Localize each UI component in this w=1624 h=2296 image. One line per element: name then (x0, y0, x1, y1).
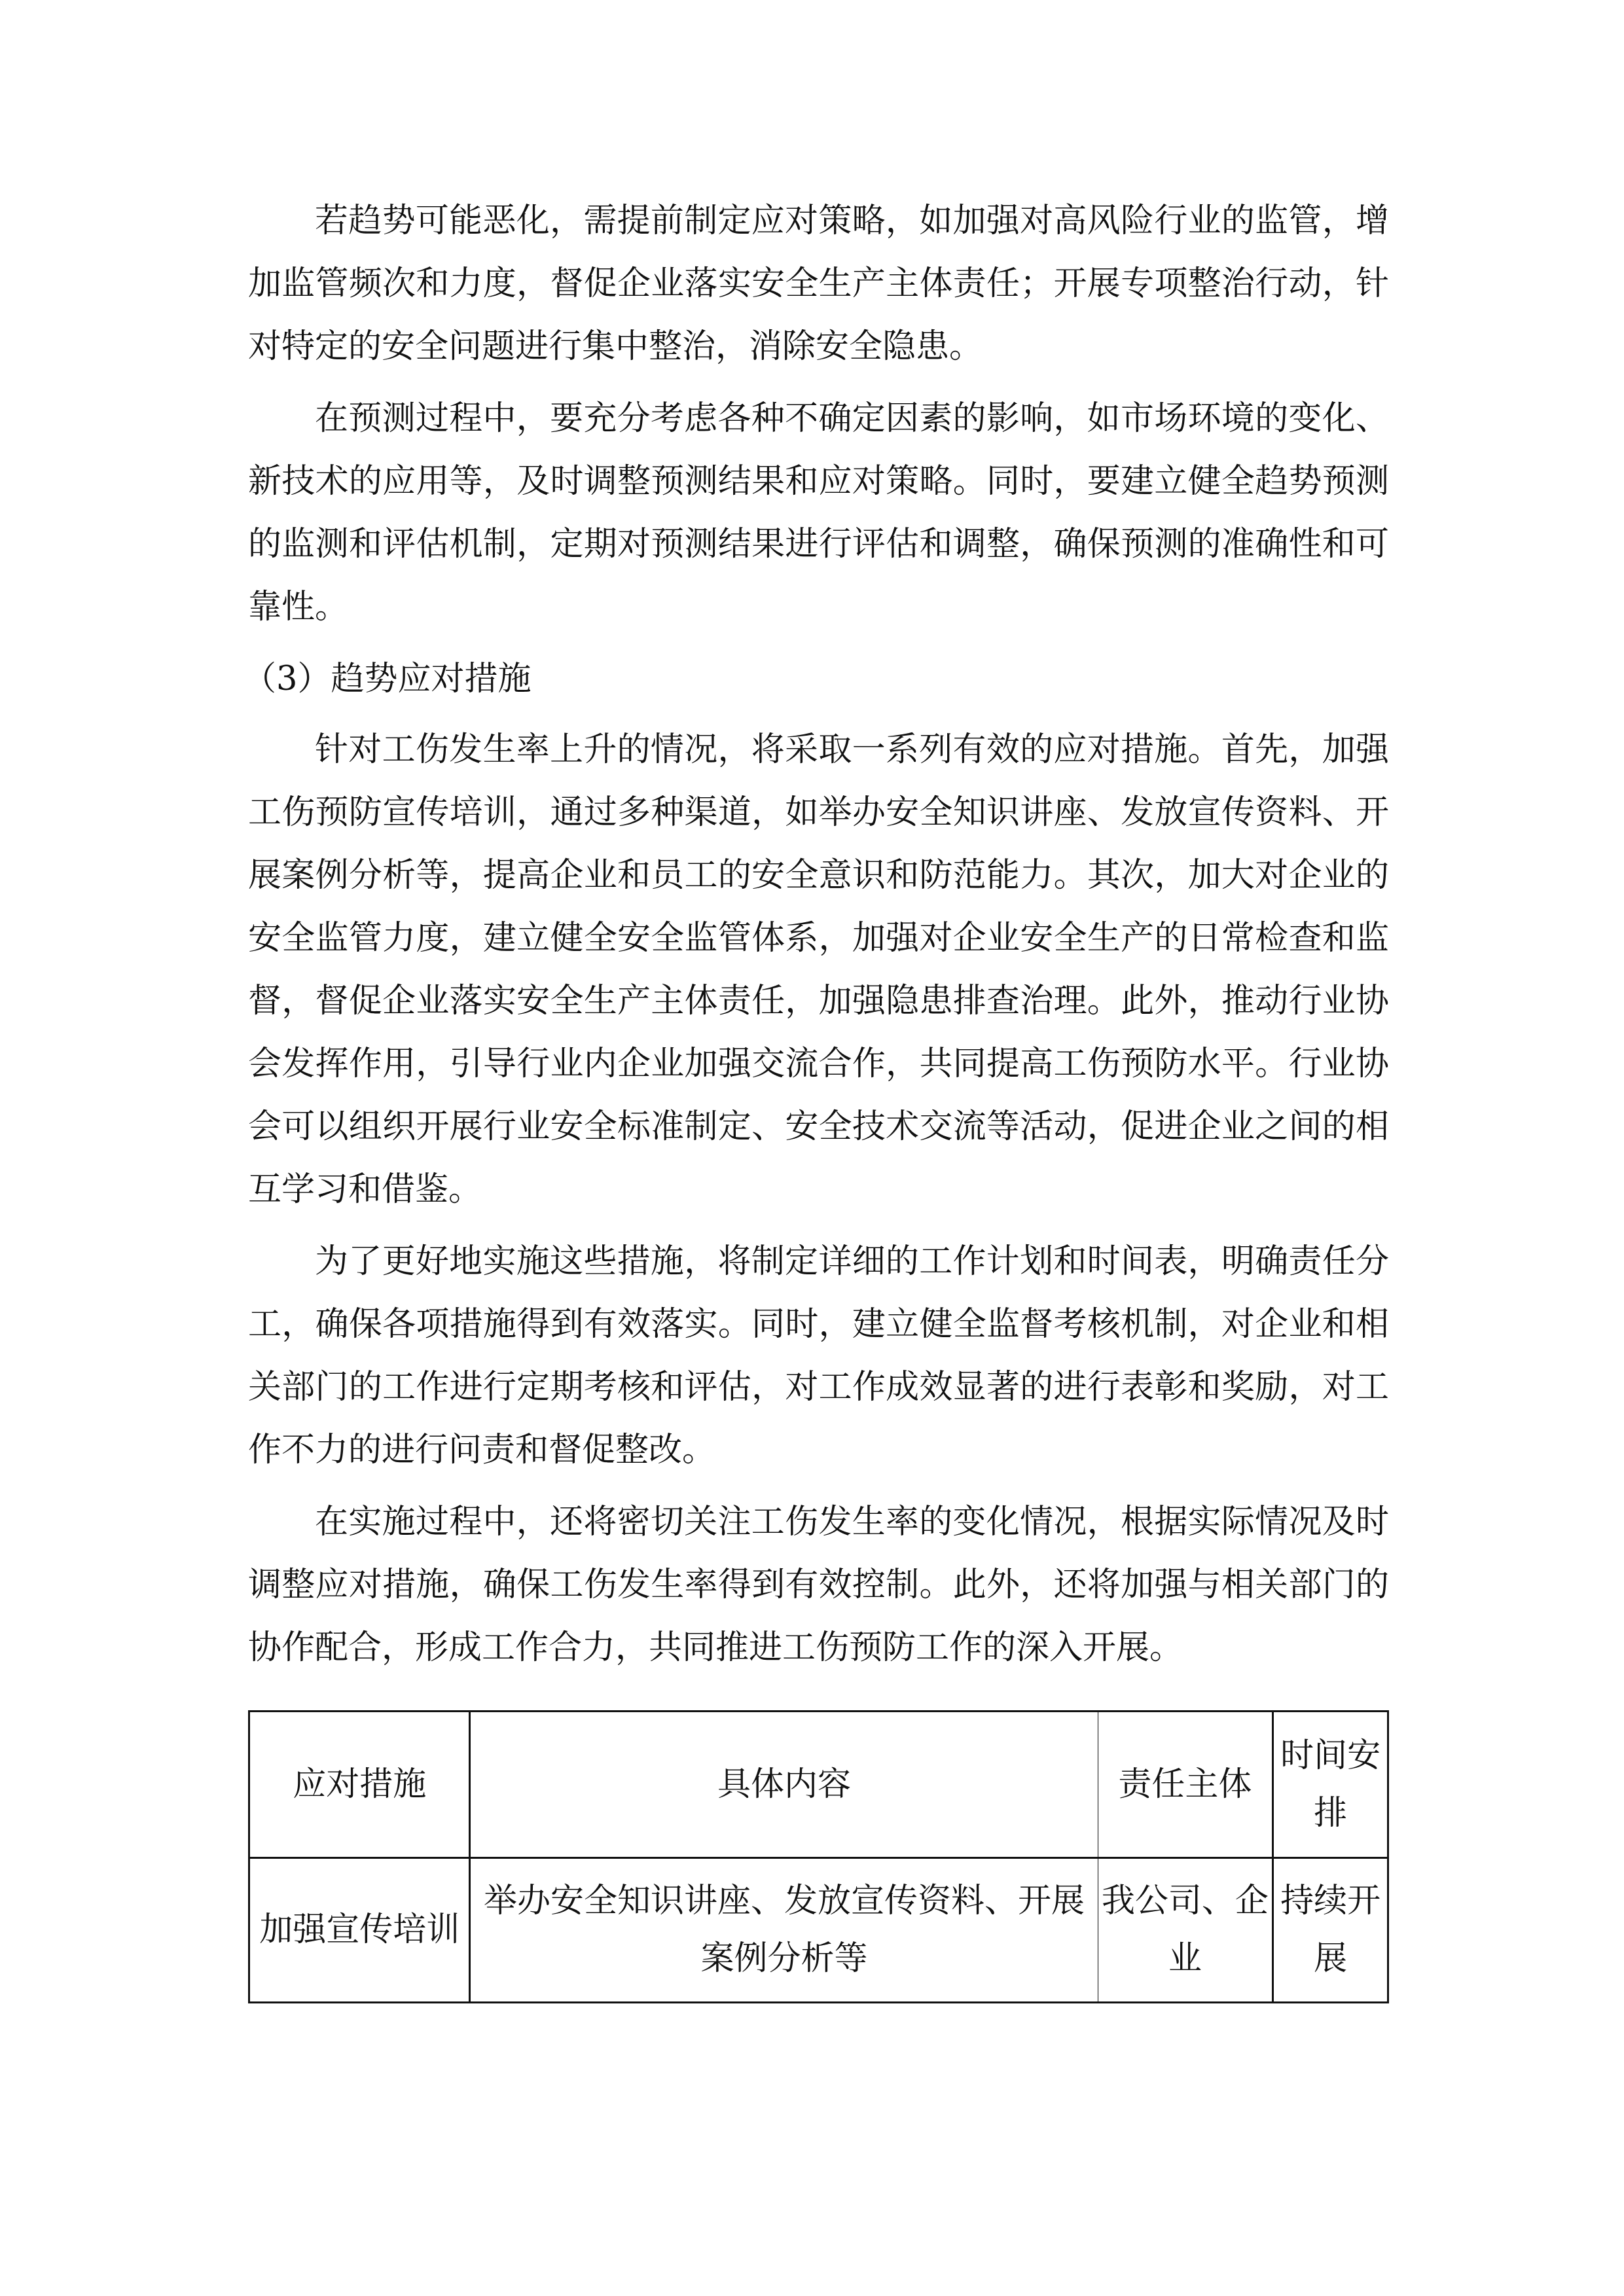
text-line: 会可以组织开展行业安全标准制定、安全技术交流等活动，促进企业之间的相 (248, 1107, 1389, 1146)
text-line: 督，督促企业落实安全生产主体责任，加强隐患排查治理。此外，推动行业协 (248, 982, 1389, 1020)
text-line: 工，确保各项措施得到有效落实。同时，建立健全监督考核机制，对企业和相 (248, 1305, 1389, 1344)
measures-table (248, 1710, 1389, 2003)
paragraph (248, 190, 1389, 378)
header-cell: 责任主体 (1098, 1712, 1273, 1858)
paragraph (248, 387, 1389, 639)
text-line: 安全监管力度，建立健全安全监管体系，加强对企业安全生产的日常检查和监 (248, 919, 1389, 958)
table-cell: 加强宣传培训 (249, 1858, 470, 2003)
text-line: 若趋势可能恶化，需提前制定应对策略，如加强对高风险行业的监管，增 (315, 202, 1389, 240)
text-line: 在预测过程中，要充分考虑各种不确定因素的影响，如市场环境的变化、 (315, 399, 1389, 438)
table-cell: 我公司、企业 (1098, 1858, 1273, 2003)
text-line: 在实施过程中，还将密切关注工伤发生率的变化情况，根据实际情况及时 (315, 1503, 1389, 1541)
text-line: 作不力的进行问责和督促整改。 (248, 1431, 716, 1469)
header-cell: 时间安排 (1273, 1712, 1388, 1858)
document-body (243, 190, 1389, 1689)
text-line: 调整应对措施，确保工伤发生率得到有效控制。此外，还将加强与相关部门的 (248, 1566, 1389, 1604)
text-line: 协作配合，形成工作合力，共同推进工伤预防工作的深入开展。 (248, 1628, 1183, 1667)
paragraph (248, 1491, 1389, 1679)
text-line: 靠性。 (248, 588, 349, 626)
text-line: 加监管频次和力度，督促企业落实安全生产主体责任；开展专项整治行动，针 (248, 264, 1389, 303)
table-cell: 持续开展 (1273, 1858, 1388, 2003)
text-line: 展案例分析等，提高企业和员工的安全意识和防范能力。其次，加大对企业的 (248, 856, 1389, 895)
table-row (249, 1858, 1388, 2003)
text-line: 关部门的工作进行定期考核和评估，对工作成效显著的进行表彰和奖励，对工 (248, 1368, 1389, 1407)
text-line: 会发挥作用，引导行业内企业加强交流合作，共同提高工伤预防水平。行业协 (248, 1045, 1389, 1083)
text-line: 新技术的应用等，及时调整预测结果和应对策略。同时，要建立健全趋势预测 (248, 462, 1389, 501)
text-line: 为了更好地实施这些措施，将制定详细的工作计划和时间表，明确责任分 (315, 1242, 1389, 1281)
paragraph (248, 719, 1389, 1221)
section-heading: （3）趋势应对措施 (243, 660, 532, 698)
header-cell: 具体内容 (470, 1712, 1098, 1858)
text-line: 对特定的安全问题进行集中整治，消除安全隐患。 (248, 327, 983, 366)
paragraph (248, 1230, 1389, 1482)
header-cell: 应对措施 (249, 1712, 470, 1858)
text-line: 互学习和借鉴。 (248, 1170, 482, 1209)
text-line: 工伤预防宣传培训，通过多种渠道，如举办安全知识讲座、发放宣传资料、开 (248, 793, 1389, 832)
text-line: 针对工伤发生率上升的情况，将采取一系列有效的应对措施。首先，加强 (315, 730, 1389, 769)
table-header-row (249, 1712, 1388, 1858)
text-line: 的监测和评估机制，定期对预测结果进行评估和调整，确保预测的准确性和可 (248, 525, 1389, 564)
table-cell: 举办安全知识讲座、发放宣传资料、开展案例分析等 (470, 1858, 1098, 2003)
